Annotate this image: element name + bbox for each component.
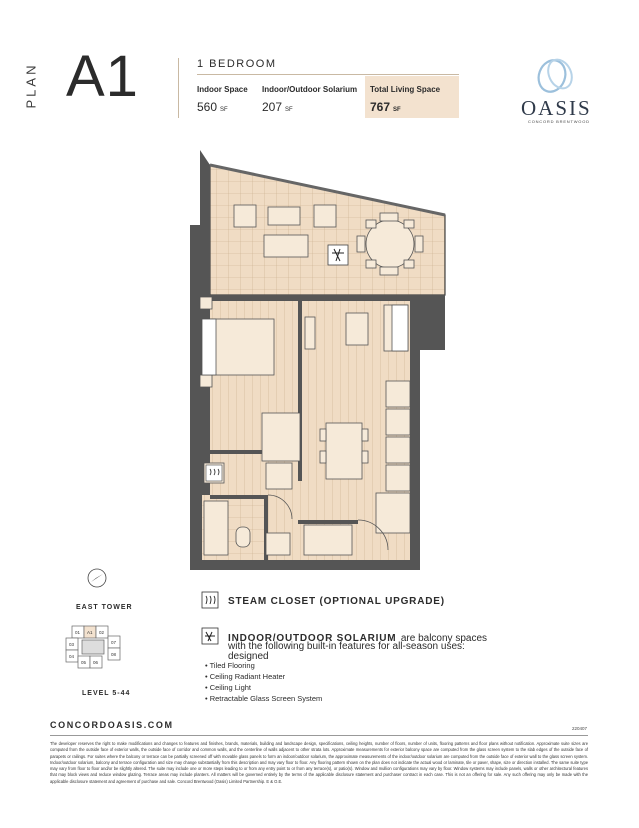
floor-plan bbox=[180, 145, 455, 577]
stat-label-total: Total Living Space bbox=[370, 85, 441, 94]
solarium-line2: with the following built-in features for all-season uses: bbox=[228, 641, 465, 652]
plan-label bbox=[22, 58, 42, 116]
footer-rule bbox=[50, 735, 588, 736]
svg-text:06: 06 bbox=[93, 660, 99, 665]
steam-closet-title: STEAM CLOSET (OPTIONAL UPGRADE) bbox=[228, 596, 445, 607]
website-link[interactable]: CONCORDOASIS.COM bbox=[50, 720, 174, 730]
stat-value-indoor: 560 SF bbox=[197, 100, 228, 114]
keyplan-tower: EAST TOWER bbox=[76, 604, 133, 611]
solarium-line1: are balcony spaces designed bbox=[228, 633, 488, 662]
svg-text:04: 04 bbox=[69, 654, 75, 659]
unit-type: 1 BEDROOM bbox=[197, 58, 277, 70]
keyplan-diagram bbox=[62, 622, 142, 674]
steam-closet-icon bbox=[206, 465, 222, 481]
svg-text:A1: A1 bbox=[87, 630, 93, 635]
svg-text:02: 02 bbox=[99, 630, 105, 635]
solarium-marker-icon bbox=[328, 245, 348, 265]
solarium-title: INDOOR/OUTDOOR SOLARIUM bbox=[228, 633, 397, 644]
stat-value-total: 767 SF bbox=[370, 100, 401, 114]
svg-text:07: 07 bbox=[111, 640, 117, 645]
feature-item: • Tiled Flooring bbox=[205, 661, 255, 670]
feature-item: • Ceiling Radiant Heater bbox=[205, 672, 286, 681]
logo-tagline: CONCORD BRENTWOOD bbox=[528, 119, 590, 124]
header-rule bbox=[197, 74, 459, 75]
feature-item: • Retractable Glass Screen System bbox=[205, 694, 323, 703]
stat-label-indoor: Indoor Space bbox=[197, 85, 248, 94]
solarium-icon bbox=[201, 627, 219, 645]
plan-code: A1 bbox=[66, 44, 139, 109]
svg-text:05: 05 bbox=[81, 660, 87, 665]
steam-icon bbox=[201, 591, 219, 609]
keyplan-level: LEVEL 5-44 bbox=[82, 690, 131, 697]
feature-item: • Ceiling Light bbox=[205, 683, 251, 692]
svg-text:01: 01 bbox=[75, 630, 81, 635]
stat-label-solarium: Indoor/Outdoor Solarium bbox=[262, 85, 358, 94]
svg-text:03: 03 bbox=[69, 642, 75, 647]
header-divider bbox=[178, 58, 179, 118]
disclaimer: The developer reserves the right to make modifications and changes to features and finishes, brands, materials, building and landscape design, specifications, ceiling heights, number of floors, number of units, flooring patterns and floor plans without notification. Approximate suite sizes are computed from the outside face of exterior walls, the outside face of corridor and common walls, and the centerline of walls adjacent to other strata lots. Approximate measurements for exterior balcony space are computed from the glass screen system to the slab edges of the outside face of parapets or railings. For suites where the balcony or terrace can be partially screened off with movable glass panels to form an indoor/outdoor solarium, the approximate measurements of the indoor/outdoor solarium are computed from the outside face of exterior wall to the glass screen system. Indoor/outdoor solarium, balcony and terrace configuration and size may change substantially from this description and may vary floor to floor. Any flooring pattern shown on the plan does not indicate the actual wood or laminate, tile or paver, shape, size or direction installed. The same suite type may vary from floor to floor and/or be slightly altered. The suite may include one or more steps leading to or from any entry point to or from any terrace(s), or patio(s). Window and mullion configurations may vary by floor. Window systems may include panels, walls or other architectural features that may block views and reduce window glazing. Terrace areas may include planters. All matters will be governed entirely by the terms of the applicable disclosure statement and purchaser contract in each case. This is not an offering for sale. Any such offering may only be made with the applicable disclosure statement and agreement of purchase and sale. Concord Brentwood (Oasis) Limited Partnership. E & O.E. bbox=[50, 741, 588, 784]
document-code: 220407 bbox=[572, 726, 588, 731]
oasis-logo-icon bbox=[530, 56, 580, 96]
stat-value-solarium: 207 SF bbox=[262, 100, 293, 114]
plan-word: PLAN bbox=[23, 62, 39, 109]
logo-name: OASIS bbox=[521, 96, 592, 120]
svg-text:08: 08 bbox=[111, 652, 117, 657]
compass-icon bbox=[85, 566, 109, 590]
